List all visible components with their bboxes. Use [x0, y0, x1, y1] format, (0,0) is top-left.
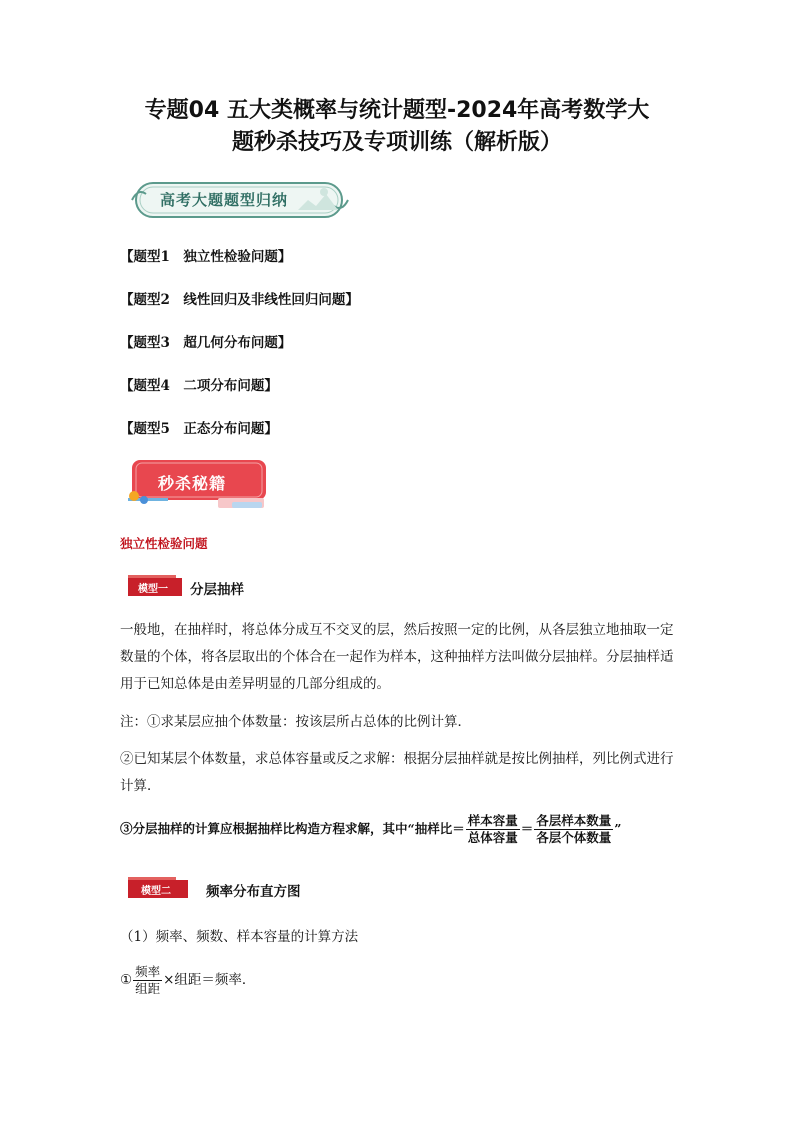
note-3-prefix: ③分层抽样的计算应根据抽样比构造方程求解，其中“抽样比＝ [120, 821, 465, 836]
model-one-tag [128, 578, 182, 596]
tricks-banner-label: 秒杀秘籍 [158, 474, 227, 493]
model-two-formula [120, 964, 680, 997]
section-title: 独立性检验问题 [120, 536, 208, 551]
model-one-tag-label: 模型一 [138, 584, 168, 595]
sampling-ratio-fraction-2 [534, 813, 613, 846]
frequency-fraction-numerator: 频率 [135, 964, 161, 979]
frequency-fraction-denominator: 组距 [135, 981, 161, 996]
note-3-equals: ＝ [520, 821, 534, 836]
formula-prefix: ① [120, 972, 133, 988]
fraction-1-denominator: 总体容量 [467, 830, 518, 845]
fraction-1-numerator: 样本容量 [467, 813, 518, 828]
model-one-title: 分层抽样 [190, 582, 244, 598]
note-3-suffix: ” [614, 821, 622, 836]
model-two-tag [128, 880, 188, 898]
summary-banner [128, 180, 352, 220]
question-type-1: 【题型1 独立性检验问题】 [120, 249, 292, 265]
title-line-1: 专题04 五大类概率与统计题型-2024年高考数学大 [144, 98, 650, 123]
title-line-2: 题秒杀技巧及专项训练（解析版） [231, 130, 562, 155]
question-type-4: 【题型4 二项分布问题】 [120, 378, 278, 394]
model-two-title: 频率分布直方图 [206, 884, 301, 900]
model-two-tag-label: 模型二 [141, 886, 171, 897]
tricks-banner [128, 458, 268, 510]
question-type-5: 【题型5 正态分布问题】 [120, 421, 278, 437]
page-title [100, 95, 694, 159]
model-one-paragraph: 一般地，在抽样时，将总体分成互不交叉的层，然后按照一定的比例，从各层独立地抽取一定数量的个体，将各层取出的个体合在一起作为样本，这种抽样方法叫做分层抽样。分层抽样适用于已知总体是由差异明显的几部分组成的。 [120, 622, 674, 692]
fraction-2-numerator: 各层样本数量 [536, 813, 612, 828]
summary-banner-label: 高考大题题型归纳 [160, 191, 289, 209]
question-type-3: 【题型3 超几何分布问题】 [120, 335, 292, 351]
model-one-note-1: 注：①求某层应抽个体数量：按该层所占总体的比例计算． [120, 714, 471, 730]
model-one-note-3 [120, 813, 680, 846]
frequency-fraction [133, 964, 162, 997]
sampling-ratio-fraction-1 [466, 813, 520, 846]
fraction-2-denominator: 各层个体数量 [536, 830, 612, 845]
formula-suffix: ×组距＝频率． [163, 972, 256, 988]
model-two-item-1: （1）频率、频数、样本容量的计算方法 [120, 929, 359, 945]
model-one-note-2: ②已知某层个体数量，求总体容量或反之求解：根据分层抽样就是按比例抽样，列比例式进行计算． [120, 751, 674, 794]
question-type-2: 【题型2 线性回归及非线性回归问题】 [120, 292, 359, 308]
